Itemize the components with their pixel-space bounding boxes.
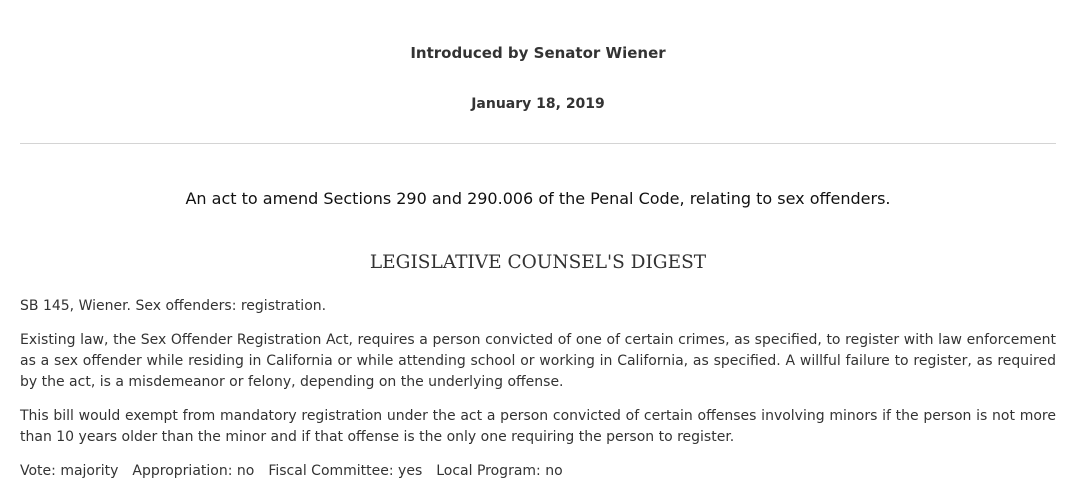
introduced-by: Introduced by Senator Wiener xyxy=(410,44,666,62)
digest-paragraph-existing-law: Existing law, the Sex Offender Registration Act, requires a person convicted of one of certain crimes, as specified, to register with law enforcement as a sex offender while residing in California or while attending school or working in California, as specified. A willful failure to register, as required by the act, is a misdemeanor or felony, depending on the underlying offense. xyxy=(20,332,1056,390)
introduced-date: January 18, 2019 xyxy=(471,96,605,112)
digest-paragraph-bill-effect: This bill would exempt from mandatory registration under the act a person convicted of certain offenses involving minors if the person is not more than 10 years older than the minor and if that offense is the only one requiring the person to register. xyxy=(20,408,1056,445)
bill-summary: SB 145, Wiener. Sex offenders: registration. xyxy=(20,298,327,314)
divider xyxy=(20,143,1056,144)
act-title: An act to amend Sections 290 and 290.006 of the Penal Code, relating to sex offenders. xyxy=(185,189,891,208)
vote-majority: Vote: majority xyxy=(20,463,119,479)
vote-info xyxy=(20,461,1056,482)
vote-fiscal-committee: Fiscal Committee: yes xyxy=(268,463,423,479)
vote-local-program: Local Program: no xyxy=(436,463,563,479)
vote-appropriation: Appropriation: no xyxy=(132,463,255,479)
digest-heading: LEGISLATIVE COUNSEL'S DIGEST xyxy=(369,252,707,273)
digest-content xyxy=(20,296,1056,482)
